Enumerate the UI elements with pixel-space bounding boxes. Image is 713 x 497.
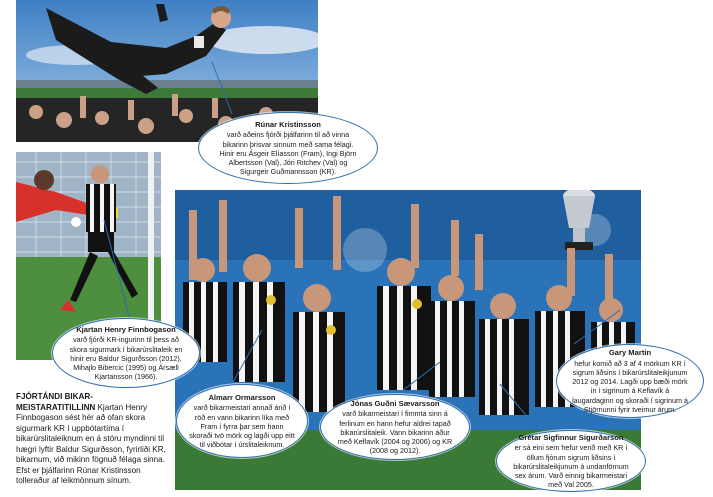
callout-name: Grétar Sigfinnur Sigurðarson (518, 432, 624, 442)
photo-caption (16, 392, 166, 487)
caption-text: Kjartan Henry Finnbogason sést hér að ofan skora sigurmark KR í uppbótartíma í bikarúrslitaleiknum en á stóru myndinni til hægri lyftir Baldur Sigurðsson, fyrirliði KR, bikarnum, við mikinn fögnuð félaga sinna. Efst er þjálfarinn Rúnar Kristinsson tolleraður af leikmönnum sínum. (16, 402, 166, 486)
callout-text: varð fjórði KR-ingurinn til þess að skora sigurmark í bikarúrslitaleik en hinir eru Baldur Sigurðsson (2012), Mihajlo Bibercic (1995) og Ársæll Kjartansson (1966). (69, 335, 183, 382)
callout-gretar-sigfinnur-sigurdarson (496, 430, 646, 492)
callout-name: Gary Martin (608, 347, 652, 357)
callout-text: varð aðeins fjórði þjálfarinn til að vinna bikarinn þrisvar sinnum með sama félagi. Hinir eru Ásgeir Elíasson (Fram), Ingi Björn Albertsson (Val), Jóri Ritchev (Val) og Sigurgeir Guðmannsson (KR). (219, 130, 357, 177)
callout-almarr-ormarsson (176, 384, 308, 458)
callout-name: Kjartan Henry Finnbogason (76, 324, 176, 334)
callout-name: Almarr Ormarsson (208, 392, 276, 402)
callout-kjartan-henry-finnbogason (52, 318, 200, 388)
callout-name: Rúnar Kristinsson (255, 119, 321, 129)
callout-text: varð bikarmeistari annað árið í röð en vann bikarinn líka með Fram í fyrra þar sem hann skoraði tvö mörk og lagði upp eitt til viðbótar í úrslitaleiknum. (189, 403, 295, 450)
callout-text: varð bikarmeistari í fimmta sinn á ferlinum en hann hefur aldrei tapað bikarúrslitaleik. Vann bikarinn áður með Keflavík (2004 og 2006) og KR (2008 og 2012). (337, 409, 453, 456)
callout-gary-martin (556, 344, 704, 418)
caption-heading: FJÓRTÁNDI BIKAR- MEISTARATITILLINN (16, 392, 96, 412)
callout-text: hefur komið að 3 af 4 mörkum KR í sigrum liðsins í bikarúrslitaleikjunum 2012 og 2014. Lagði upp bæði mörk in í sigrinum á Keflavík á laugardaginn og skoraði í sigrinum á Stjörnunni fyrir tveimur árum. (572, 358, 688, 414)
callout-text: er sá eini sem hefur verið með KR í öllum fjórum sigrum liðsins í bikarúrslitaleikjunum á undanförnum sex árum. Varð einnig bikarmeistari með Val 2005. (513, 443, 629, 490)
callout-name: Jónas Guðni Sævarsson (350, 398, 440, 408)
callout-runar-kristinsson (198, 112, 378, 184)
callout-jonas-gudni-saevarsson (320, 394, 470, 460)
